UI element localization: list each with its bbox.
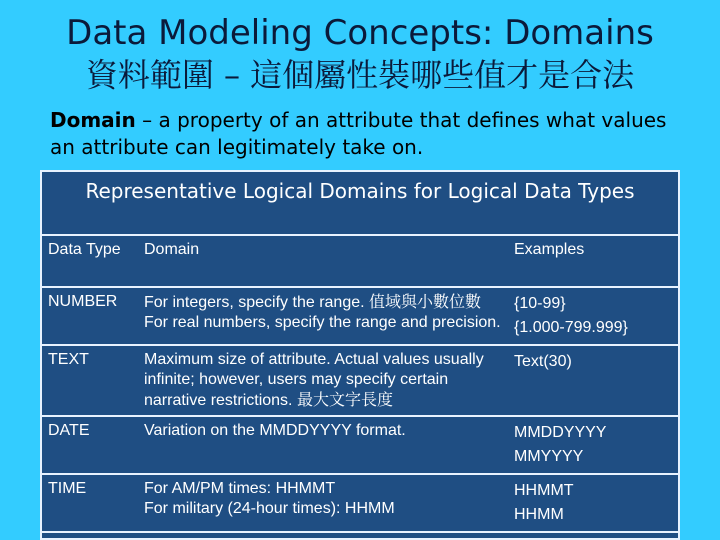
example-value: HHMMT xyxy=(514,482,574,499)
title-line-chinese: 資料範圍 – 這個屬性裝哪些值才是合法 xyxy=(85,56,635,94)
domain-text: For AM/PM times: HHMMT xyxy=(144,480,336,497)
example-value: HHMM xyxy=(514,506,564,523)
domains-grid xyxy=(42,236,678,533)
cell-type: DATE xyxy=(42,416,138,474)
table-row-date xyxy=(42,416,678,474)
cell-domain xyxy=(138,474,508,532)
table-caption: Representative Logical Domains for Logical Data Types xyxy=(42,172,678,236)
cell-domain xyxy=(138,287,508,345)
domain-definition xyxy=(50,107,690,161)
definition-text: – a property of an attribute that defines what values an attribute can legitimately take on. xyxy=(50,108,667,159)
domain-text: For military (24-hour times): HHMM xyxy=(144,500,395,517)
domain-text-chinese: 最大文字長度 xyxy=(296,390,393,409)
example-value: {1.000-799.999} xyxy=(514,319,628,336)
table-row-number xyxy=(42,287,678,345)
cell-examples xyxy=(508,345,678,416)
domain-text: Maximum size of attribute. Actual values usually infinite; however, users may specify certain narrative restrictions. xyxy=(144,351,484,409)
cell-examples xyxy=(508,287,678,345)
cell-examples xyxy=(508,474,678,532)
example-value: Text(30) xyxy=(514,353,572,370)
example-value: {10-99} xyxy=(514,295,566,312)
cell-domain xyxy=(138,416,508,474)
cell-examples xyxy=(508,416,678,474)
example-value: MMYYYY xyxy=(514,448,584,465)
cell-domain xyxy=(138,345,508,416)
table-header-row xyxy=(42,236,678,287)
definition-term: Domain xyxy=(50,108,136,132)
domain-text-chinese: 值域與小數位數 xyxy=(369,292,482,311)
domain-text: For real numbers, specify the range and precision. xyxy=(144,314,501,331)
header-domain: Domain xyxy=(138,236,508,287)
slide-title xyxy=(0,12,720,96)
cell-type: TEXT xyxy=(42,345,138,416)
header-data-type: Data Type xyxy=(42,236,138,287)
cell-type: NUMBER xyxy=(42,287,138,345)
domains-table xyxy=(40,170,680,540)
table-row-text xyxy=(42,345,678,416)
domain-text: Variation on the MMDDYYYY format. xyxy=(144,422,406,439)
example-value: MMDDYYYY xyxy=(514,424,607,441)
table-row-time xyxy=(42,474,678,532)
domain-text: For integers, specify the range. xyxy=(144,294,369,311)
header-examples: Examples xyxy=(508,236,678,287)
title-line-english: Data Modeling Concepts: Domains xyxy=(66,13,654,53)
cell-type: TIME xyxy=(42,474,138,532)
